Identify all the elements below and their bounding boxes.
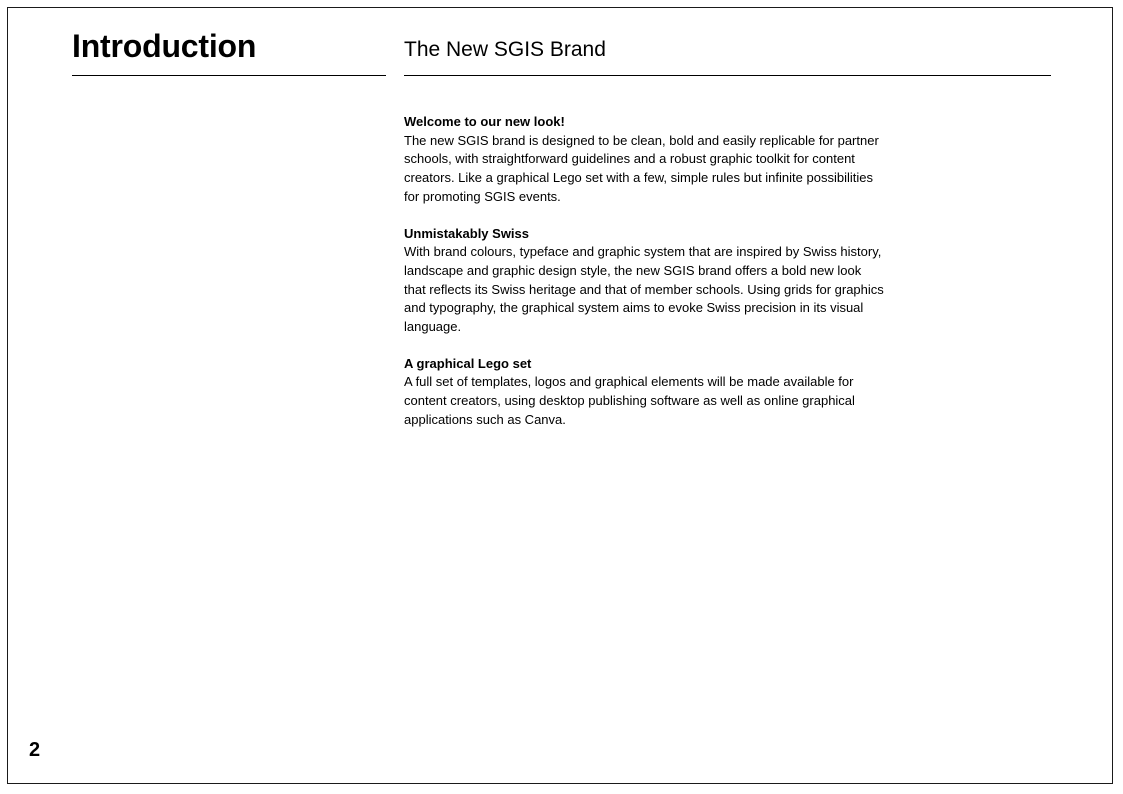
section-swiss-body: With brand colours, typeface and graphic system that are inspired by Swiss history, landscape and graphic design style, the new SGIS brand offers a bold new look that reflects its Swiss heritage and that of member schools. Using grids for graphics and typography, the graphical system aims to evoke Swiss precision in its visual language.: [404, 244, 884, 335]
section-title-rule: [72, 75, 386, 76]
section-title: Introduction: [72, 28, 257, 64]
body-content: [404, 113, 884, 448]
section-welcome: [404, 113, 884, 207]
section-welcome-body: The new SGIS brand is designed to be clean, bold and easily replicable for partner schools, with straightforward guidelines and a robust graphic toolkit for content creators. Like a graphical Lego set with a few, simple rules but infinite possibilities for promoting SGIS events.: [404, 132, 879, 204]
section-lego: [404, 355, 884, 430]
page-number: 2: [29, 739, 41, 761]
section-swiss-title: Unmistakably Swiss: [404, 225, 529, 241]
section-lego-title: A graphical Lego set: [404, 355, 532, 371]
page-heading: The New SGIS Brand: [404, 38, 606, 61]
page-heading-rule: [404, 75, 1051, 76]
section-welcome-title: Welcome to our new look!: [404, 114, 565, 129]
section-swiss: [404, 225, 884, 337]
section-lego-body: A full set of templates, logos and graphical elements will be made available for content creators, using desktop publishing software as well as online graphical applications such as Canva.: [404, 374, 855, 427]
